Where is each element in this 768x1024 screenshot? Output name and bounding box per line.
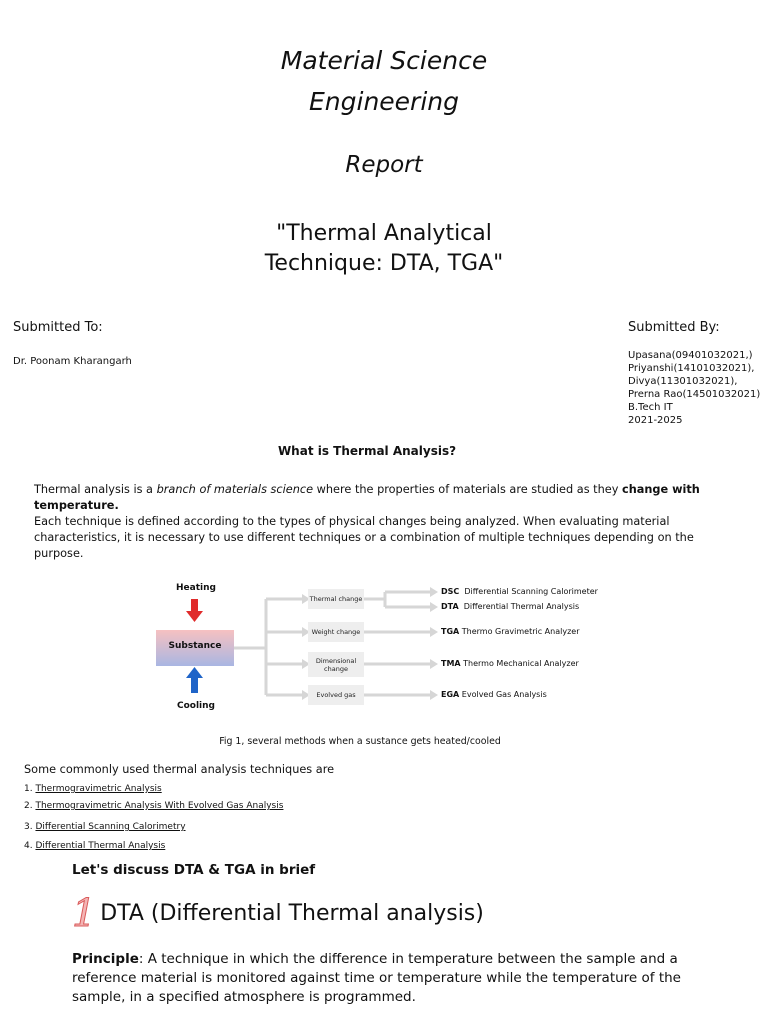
- method-abbr: TMA: [441, 659, 461, 668]
- report-label: Report: [345, 152, 423, 178]
- cooling-label: Cooling: [177, 701, 215, 711]
- submitted-by-line: 2021-2025: [628, 415, 683, 426]
- principle-label: Principle: [72, 951, 139, 967]
- submitted-by-line: Divya(11301032021),: [628, 376, 738, 387]
- technique-item: [24, 801, 283, 811]
- thermal-analysis-diagram: [150, 578, 620, 718]
- submitted-by-line: Priyanshi(14101032021),: [628, 363, 755, 374]
- technique-item: [24, 841, 165, 851]
- dta-heading: [72, 893, 484, 933]
- technique-num: 4.: [24, 841, 33, 851]
- method-dta: [441, 602, 579, 611]
- method-name: Evolved Gas Analysis: [461, 690, 547, 699]
- p1-pre: Thermal analysis is a: [34, 483, 157, 496]
- submitted-by-list: [628, 349, 760, 427]
- principle-text: : A technique in which the difference in temperature between the sample and a reference material is monitored against time or temperature while the temperature of the sample, in a specified atmosphere is programmed.: [72, 951, 681, 1005]
- technique-link[interactable]: Differential Thermal Analysis: [35, 841, 166, 851]
- method-abbr: TGA: [441, 627, 460, 636]
- technique-item: [24, 822, 186, 832]
- technique-num: 2.: [24, 801, 33, 811]
- title-line-2: Engineering: [309, 87, 459, 116]
- section-number: 1: [72, 891, 97, 935]
- method-name: Differential Thermal Analysis: [463, 602, 580, 611]
- technique-link[interactable]: Thermogravimetric Analysis: [35, 784, 162, 794]
- brief-heading: Let's discuss DTA & TGA in brief: [72, 862, 316, 878]
- paragraph-1: [34, 482, 734, 514]
- technique-link[interactable]: Differential Scanning Calorimetry: [35, 822, 186, 832]
- submitted-by-line: Upasana(09401032021,): [628, 350, 753, 361]
- dta-title: DTA (Differential Thermal analysis): [100, 900, 484, 926]
- submitted-by-line: Prerna Rao(14501032021): [628, 389, 761, 400]
- method-abbr: DSC: [441, 587, 460, 596]
- change-box-evolved-gas: Evolved gas: [308, 685, 364, 705]
- paragraph-2: Each technique is defined according to the types of physical changes being analyzed. When evaluating material characteristics, it is necessary to use different techniques or a combination of multiple techniques depending on the purpose.: [34, 515, 694, 560]
- technique-num: 3.: [24, 822, 33, 832]
- title-line-1: Material Science: [280, 46, 488, 75]
- substance-label: Substance: [168, 641, 222, 651]
- subject-line-2: Technique: DTA, TGA": [264, 251, 504, 276]
- technique-num: 1.: [24, 784, 33, 794]
- method-name: Thermo Gravimetric Analyzer: [461, 627, 580, 636]
- submitted-to-label: Submitted To:: [13, 320, 103, 335]
- change-box-dimensional: Dimensional change: [308, 652, 364, 677]
- method-tma: [441, 659, 579, 668]
- subject-line-1: "Thermal Analytical: [276, 221, 492, 246]
- submitted-by-line: B.Tech IT: [628, 402, 673, 413]
- submitted-by-label: Submitted By:: [628, 320, 720, 335]
- technique-item: [24, 784, 162, 794]
- method-abbr: EGA: [441, 690, 460, 699]
- p1-emphasis: branch of materials science: [156, 483, 314, 496]
- method-name: Differential Scanning Calorimeter: [464, 587, 598, 596]
- figure-caption: Fig 1, several methods when a sustance gets heated/cooled: [219, 736, 501, 747]
- p1-bold: change with temperature.: [34, 483, 700, 512]
- section-heading: What is Thermal Analysis?: [277, 444, 457, 458]
- method-ega: [441, 690, 547, 699]
- method-name: Thermo Mechanical Analyzer: [463, 659, 579, 668]
- method-tga: [441, 627, 580, 636]
- principle-paragraph: [72, 950, 712, 1007]
- change-box-thermal: Thermal change: [308, 589, 364, 609]
- p1-mid: where the properties of materials are studied as they: [313, 483, 622, 496]
- method-dsc: [441, 587, 598, 596]
- techniques-intro: Some commonly used thermal analysis techniques are: [24, 763, 335, 776]
- heating-label: Heating: [176, 583, 216, 593]
- change-box-weight: Weight change: [308, 622, 364, 642]
- technique-link[interactable]: Thermogravimetric Analysis With Evolved Gas Analysis: [35, 801, 284, 811]
- submitted-to-name: Dr. Poonam Kharangarh: [13, 356, 132, 367]
- method-abbr: DTA: [441, 602, 459, 611]
